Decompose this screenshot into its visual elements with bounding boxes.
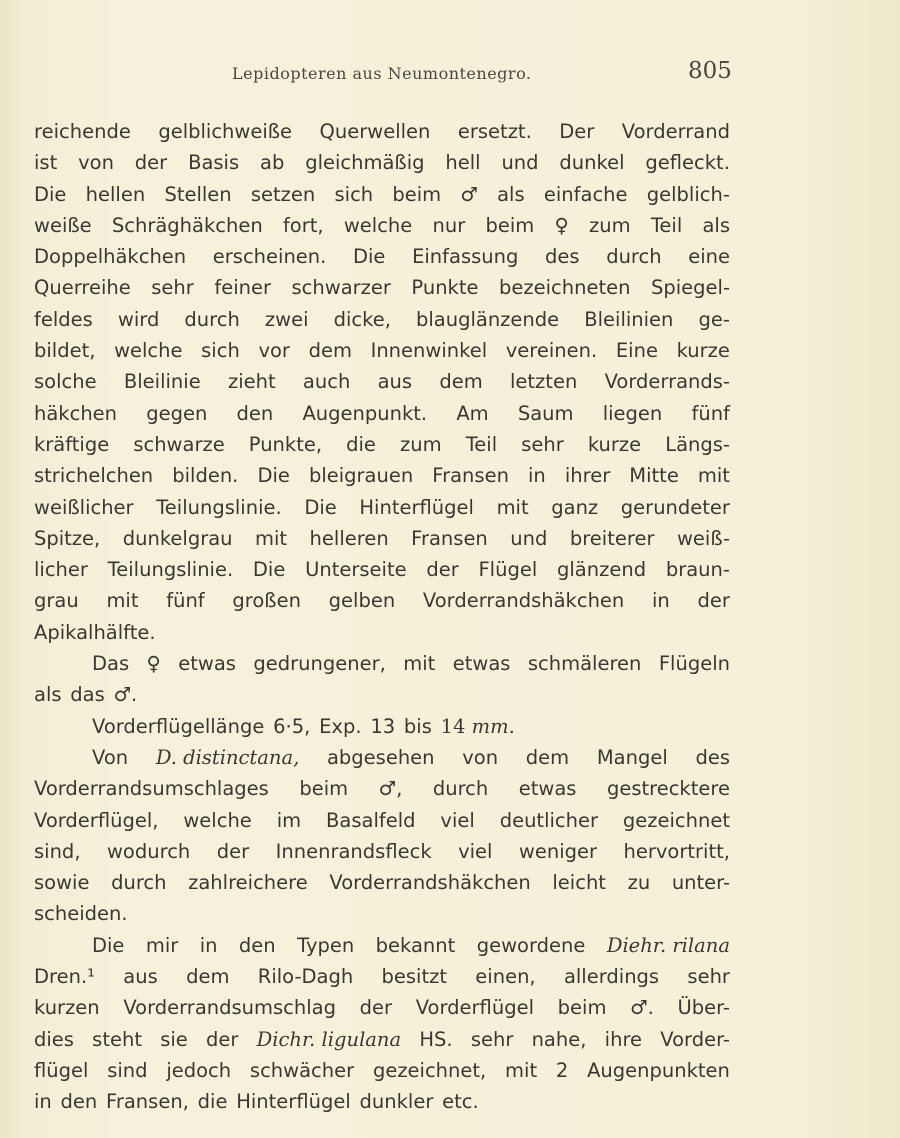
word: sehr <box>687 965 730 989</box>
word: schwarzer <box>291 276 391 300</box>
word: viel <box>440 808 475 832</box>
word: Vorder- <box>660 1027 730 1051</box>
word: steht <box>92 1027 142 1051</box>
text-line <box>34 742 730 773</box>
word: durch <box>606 245 662 269</box>
word: beim <box>392 182 442 206</box>
word: gefleckt. <box>645 151 730 175</box>
word: weniger <box>518 839 598 863</box>
word: sich <box>334 182 374 206</box>
word: gedrungener, <box>253 652 386 676</box>
word: durch <box>432 777 489 801</box>
word: den <box>238 933 276 957</box>
word: Flügel <box>478 558 538 582</box>
word: in <box>652 589 670 613</box>
word: sie <box>160 1027 188 1051</box>
word: beim <box>299 777 349 801</box>
word: in <box>528 464 546 488</box>
word: gleichmäßig <box>305 151 425 175</box>
text-line <box>34 429 730 460</box>
word: mit <box>496 495 529 519</box>
word: eine <box>688 245 730 269</box>
word: bleigrauen <box>308 464 414 488</box>
word: ♂. <box>113 683 138 707</box>
word: allerdings <box>563 965 660 989</box>
word: mit <box>505 1058 538 1082</box>
text-line <box>34 617 730 648</box>
word: zwei <box>264 307 309 331</box>
word: sehr <box>470 1027 514 1051</box>
word: einen, <box>475 965 536 989</box>
word: bis <box>403 714 432 738</box>
word: liegen <box>602 401 663 425</box>
word: 14 mm. <box>440 714 515 738</box>
word: die <box>346 432 376 456</box>
word: die <box>197 1090 228 1114</box>
word: Dichr. ligulana <box>256 1027 402 1051</box>
word: zieht <box>227 370 276 394</box>
word: beim <box>557 996 607 1020</box>
word: Diehr. rilana <box>606 933 730 957</box>
word: auch <box>302 370 351 394</box>
word: etwas <box>178 652 236 676</box>
text-line <box>34 1024 730 1055</box>
word: Am <box>456 401 489 425</box>
word: Mitte <box>629 464 679 488</box>
text-line <box>34 179 730 210</box>
word: schmäleren <box>527 652 642 676</box>
word: schwächer <box>249 1058 355 1082</box>
word: Das <box>92 652 130 676</box>
word: kurzen <box>34 996 100 1020</box>
text-line <box>34 241 730 272</box>
word: Die <box>92 933 125 957</box>
word: gelben <box>328 589 396 613</box>
page-number: 805 <box>688 58 732 84</box>
word: fünf <box>166 589 205 613</box>
word: braun- <box>665 558 730 582</box>
word: nur <box>432 213 466 237</box>
word: breiterer <box>569 526 655 550</box>
word: das <box>70 683 105 707</box>
word: ♂. <box>630 996 654 1020</box>
body-text <box>34 116 730 1118</box>
word: ihre <box>604 1027 643 1051</box>
word: Querreihe <box>34 276 131 300</box>
word: jedoch <box>166 1058 232 1082</box>
word: gelblich- <box>646 182 730 206</box>
word: ♂ <box>460 182 478 206</box>
word: licher <box>34 558 88 582</box>
word: wodurch <box>106 839 191 863</box>
word: gegen <box>146 401 208 425</box>
word: welche <box>183 808 252 832</box>
word: Längs- <box>665 432 730 456</box>
word: ge- <box>698 307 730 331</box>
word: reichende <box>34 120 131 143</box>
word: mir <box>145 933 179 957</box>
word: welche <box>114 339 183 363</box>
word: bezeichneten <box>499 276 631 300</box>
word: welche <box>343 213 413 237</box>
word: Die <box>353 245 386 269</box>
word: Doppelhäkchen <box>34 245 187 269</box>
word: Bleilinie <box>123 370 201 394</box>
text-line <box>34 773 730 804</box>
word: aus <box>377 370 413 394</box>
word: Vorderrandsumschlag <box>123 996 337 1020</box>
word: etwas <box>452 652 511 676</box>
word: leicht <box>552 871 606 895</box>
text-line <box>34 711 730 742</box>
word: grau <box>34 589 79 613</box>
word: kurze <box>676 339 730 363</box>
word: Spiegel- <box>651 276 730 300</box>
word: Teilungslinie. <box>156 495 282 519</box>
word: vor <box>258 339 290 363</box>
word: Exp. <box>319 714 362 738</box>
word: als <box>34 683 62 707</box>
word: weiß- <box>676 526 730 550</box>
text-line <box>34 585 730 616</box>
word: schwarze <box>133 432 225 456</box>
word: Vorderflügel, <box>34 808 159 832</box>
word: Über- <box>677 996 730 1020</box>
word: etwas <box>518 777 577 801</box>
word: ♀ <box>146 652 161 676</box>
word: Basalfeld <box>326 808 416 832</box>
word: Spitze, <box>34 526 101 550</box>
text-line <box>34 147 730 178</box>
word: HS. <box>419 1027 453 1051</box>
word: dunkelgrau <box>122 526 233 550</box>
word: Punkte <box>411 276 479 300</box>
word: dies <box>34 1027 74 1051</box>
word: und <box>510 526 548 550</box>
word: der <box>206 1027 239 1051</box>
word: flügel <box>34 1058 89 1082</box>
word: erscheinen. <box>212 245 327 269</box>
word: zum <box>589 213 631 237</box>
word: kräftige <box>34 432 110 456</box>
word: Innenrandsfleck <box>275 839 432 863</box>
word: sind <box>107 1058 148 1082</box>
word: gezeichnet <box>622 808 730 832</box>
word: sehr <box>151 276 194 300</box>
word: als <box>497 182 525 206</box>
word: weiße <box>34 213 92 237</box>
word: ganz <box>551 495 599 519</box>
text-line <box>34 679 730 710</box>
text-line <box>34 961 730 992</box>
word: hervortritt, <box>623 839 730 863</box>
word: Teilungslinie. <box>107 558 234 582</box>
text-line <box>34 272 730 303</box>
word: deutlicher <box>499 808 598 832</box>
running-title: Lepidopteren aus Neumontenegro. <box>232 64 532 83</box>
word: Die <box>252 558 286 582</box>
word: dem <box>186 965 230 989</box>
word: gerundeter <box>620 495 730 519</box>
word: von <box>462 745 499 769</box>
word: sind, <box>34 839 81 863</box>
word: des <box>695 745 730 769</box>
word: ersetzt. <box>457 120 532 143</box>
word: im <box>276 808 302 832</box>
text-line <box>34 898 730 929</box>
word: Die <box>257 464 290 488</box>
word: der <box>216 839 250 863</box>
word: der <box>134 151 168 175</box>
word: Hinterflügel <box>236 1090 351 1114</box>
text-line <box>34 335 730 366</box>
word: 13 <box>370 714 396 738</box>
word: besitzt <box>381 965 447 989</box>
word: des <box>545 245 580 269</box>
word: Vorderrandshäkchen <box>422 589 625 613</box>
word: der <box>697 589 730 613</box>
word: hell <box>445 151 481 175</box>
word: mit <box>403 652 436 676</box>
word: einfache <box>543 182 628 206</box>
text-line <box>34 992 730 1023</box>
text-line <box>34 554 730 585</box>
word: Teil <box>650 213 683 237</box>
word: D. distinctana, <box>155 745 300 769</box>
text-line <box>34 930 730 961</box>
word: mit <box>697 464 730 488</box>
word: Flügeln <box>658 652 730 676</box>
word: bekannt <box>375 933 456 957</box>
word: und <box>501 151 539 175</box>
word: dicke, <box>333 307 391 331</box>
word: sich <box>201 339 240 363</box>
word: Teil <box>465 432 498 456</box>
word: unter- <box>671 871 730 895</box>
word: Unterseite <box>305 558 407 582</box>
word: feldes <box>34 307 93 331</box>
word: Querwellen <box>319 120 431 143</box>
text-line <box>34 304 730 335</box>
word: Vorderrandshäkchen <box>329 871 531 895</box>
word: Vorderflügel <box>415 996 534 1020</box>
word: Die <box>304 495 337 519</box>
word: mit <box>106 589 139 613</box>
word: Augenpunkten <box>587 1058 730 1082</box>
text-line <box>34 116 730 147</box>
word: durch <box>184 307 240 331</box>
word: großen <box>232 589 301 613</box>
word: Vorderrands- <box>604 370 730 394</box>
word: wird <box>117 307 160 331</box>
word: viel <box>458 839 493 863</box>
word: hellen <box>85 182 146 206</box>
word: in <box>199 933 218 957</box>
word: ♀ <box>554 213 569 237</box>
word: dunkel <box>559 151 625 175</box>
word: ♂, <box>378 777 403 801</box>
word: Rilo-Dagh <box>257 965 354 989</box>
text-line <box>34 460 730 491</box>
text-line <box>34 523 730 554</box>
word: abgesehen <box>326 745 435 769</box>
text-line <box>34 398 730 429</box>
word: letzten <box>510 370 578 394</box>
word: Augenpunkt. <box>302 401 428 425</box>
word: der <box>426 558 459 582</box>
word: Typen <box>297 933 355 957</box>
word: aus <box>123 965 158 989</box>
word: fort, <box>282 213 324 237</box>
text-line <box>34 1086 730 1117</box>
word: zum <box>400 432 442 456</box>
word: Der <box>559 120 595 143</box>
word: Hinterflügel <box>359 495 474 519</box>
page-header <box>0 58 900 88</box>
word: durch <box>111 871 167 895</box>
word: bildet, <box>34 339 96 363</box>
word: etc. <box>442 1090 479 1114</box>
word: Bleilinien <box>584 307 674 331</box>
word: dem <box>308 339 352 363</box>
word: feiner <box>214 276 271 300</box>
word: gestrecktere <box>606 777 730 801</box>
word: der <box>359 996 393 1020</box>
text-line <box>34 366 730 397</box>
word: Schräghäkchen <box>111 213 263 237</box>
word: in <box>34 1090 52 1114</box>
word: 2 <box>555 1058 569 1082</box>
word: nahe, <box>531 1027 587 1051</box>
word: fünf <box>691 401 730 425</box>
word: weißlicher <box>34 495 134 519</box>
word: Stellen <box>164 182 232 206</box>
word: vereinen. <box>505 339 598 363</box>
word: Einfassung <box>412 245 519 269</box>
text-line <box>34 836 730 867</box>
word: Fransen <box>432 464 509 488</box>
word: den <box>60 1090 98 1114</box>
word: ist <box>34 151 58 175</box>
word: Apikalhälfte. <box>34 620 156 644</box>
word: Innenwinkel <box>370 339 488 363</box>
word: häkchen <box>34 401 118 425</box>
word: Vorderrandsumschlages <box>34 777 269 801</box>
word: 6·5, <box>273 714 311 738</box>
word: von <box>78 151 114 175</box>
text-line <box>34 867 730 898</box>
text-line <box>34 648 730 679</box>
word: Vorderflügellänge <box>92 714 265 738</box>
word: Die <box>34 182 67 206</box>
word: Punkte, <box>248 432 323 456</box>
word: Basis <box>188 151 240 175</box>
word: dunkler <box>359 1090 434 1114</box>
word: strichelchen <box>34 464 154 488</box>
word: dem <box>525 745 570 769</box>
word: zu <box>627 871 651 895</box>
word: dem <box>439 370 483 394</box>
word: gewordene <box>476 933 586 957</box>
word: sowie <box>34 871 90 895</box>
word: Eine <box>615 339 658 363</box>
word: gezeichnet, <box>372 1058 487 1082</box>
text-line <box>34 210 730 241</box>
word: ab <box>260 151 285 175</box>
word: zahlreichere <box>188 871 308 895</box>
text-line <box>34 492 730 523</box>
word: solche <box>34 370 97 394</box>
word: den <box>236 401 274 425</box>
word: ihrer <box>564 464 611 488</box>
word: Von <box>92 745 129 769</box>
word: Mangel <box>596 745 668 769</box>
word: helleren <box>309 526 389 550</box>
word: gelblichweiße <box>158 120 293 143</box>
word: Vorderrand <box>621 120 730 143</box>
text-line <box>34 805 730 836</box>
word: setzen <box>250 182 316 206</box>
word: Fransen, <box>106 1090 189 1114</box>
word: Dren.¹ <box>34 965 95 989</box>
word: beim <box>485 213 535 237</box>
word: bilden. <box>172 464 239 488</box>
word: blauglänzende <box>415 307 560 331</box>
word: sehr <box>521 432 564 456</box>
word: kurze <box>587 432 642 456</box>
word: glänzend <box>557 558 647 582</box>
word: Fransen <box>411 526 488 550</box>
word: scheiden. <box>34 902 128 926</box>
word: mit <box>255 526 288 550</box>
word: als <box>702 213 730 237</box>
word: Saum <box>517 401 574 425</box>
text-line <box>34 1055 730 1086</box>
